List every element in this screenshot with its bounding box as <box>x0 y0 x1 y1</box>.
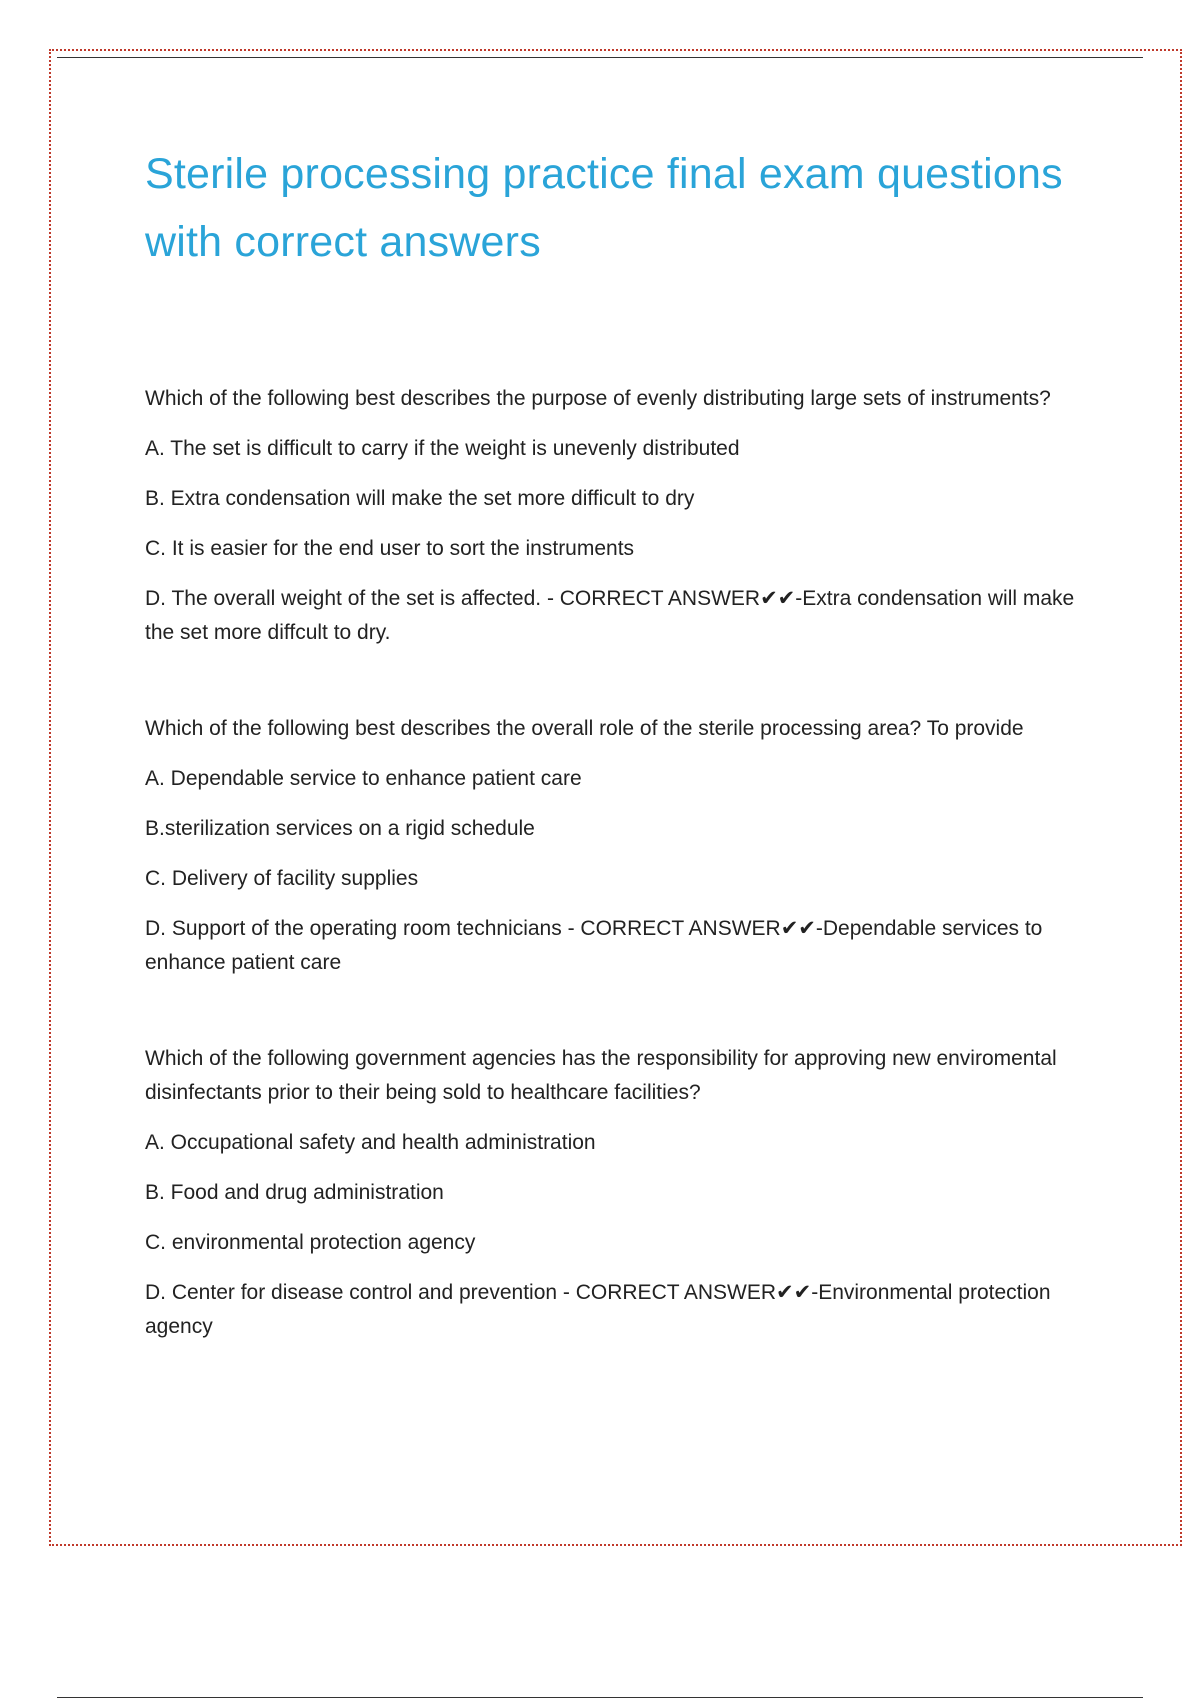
document-title-line-1: Sterile processing practice final exam questions <box>145 150 1063 198</box>
question-text: Which of the following best describes the purpose of evenly distributing large sets of instruments? <box>145 387 1051 410</box>
answer-option-d: D. Support of the operating room technicians - CORRECT ANSWER✔✔-Dependable services to enhance patient care <box>145 917 1043 974</box>
answer-option-a: A. The set is difficult to carry if the weight is unevenly distributed <box>145 437 740 460</box>
answer-option-b: B. Food and drug administration <box>145 1181 444 1204</box>
answer-option-a: A. Occupational safety and health administration <box>145 1131 596 1154</box>
document-title <box>145 140 1105 276</box>
document-title-line-2: with correct answers <box>145 218 541 266</box>
footer-rule <box>57 1697 1143 1698</box>
answer-option-a: A. Dependable service to enhance patient care <box>145 767 582 790</box>
question-block <box>145 712 1105 980</box>
question-list <box>145 382 1105 1344</box>
document-body <box>145 140 1105 1406</box>
answer-option-c: C. Delivery of facility supplies <box>145 867 419 890</box>
question-block <box>145 382 1105 650</box>
header-rule <box>57 57 1143 58</box>
question-block <box>145 1042 1105 1344</box>
answer-option-d: D. The overall weight of the set is affected. - CORRECT ANSWER✔✔-Extra condensation will make the set more diffcult to dry. <box>145 587 1075 644</box>
answer-option-b: B.sterilization services on a rigid schedule <box>145 817 535 840</box>
answer-option-c: C. environmental protection agency <box>145 1231 476 1254</box>
answer-option-b: B. Extra condensation will make the set more difficult to dry <box>145 487 695 510</box>
question-text: Which of the following best describes the overall role of the sterile processing area? To provide <box>145 717 1024 740</box>
answer-option-d: D. Center for disease control and prevention - CORRECT ANSWER✔✔-Environmental protection agency <box>145 1281 1051 1338</box>
question-text: Which of the following government agencies has the responsibility for approving new enviromental disinfectants prior to their being sold to healthcare facilities? <box>145 1047 1057 1104</box>
answer-option-c: C. It is easier for the end user to sort the instruments <box>145 537 635 560</box>
